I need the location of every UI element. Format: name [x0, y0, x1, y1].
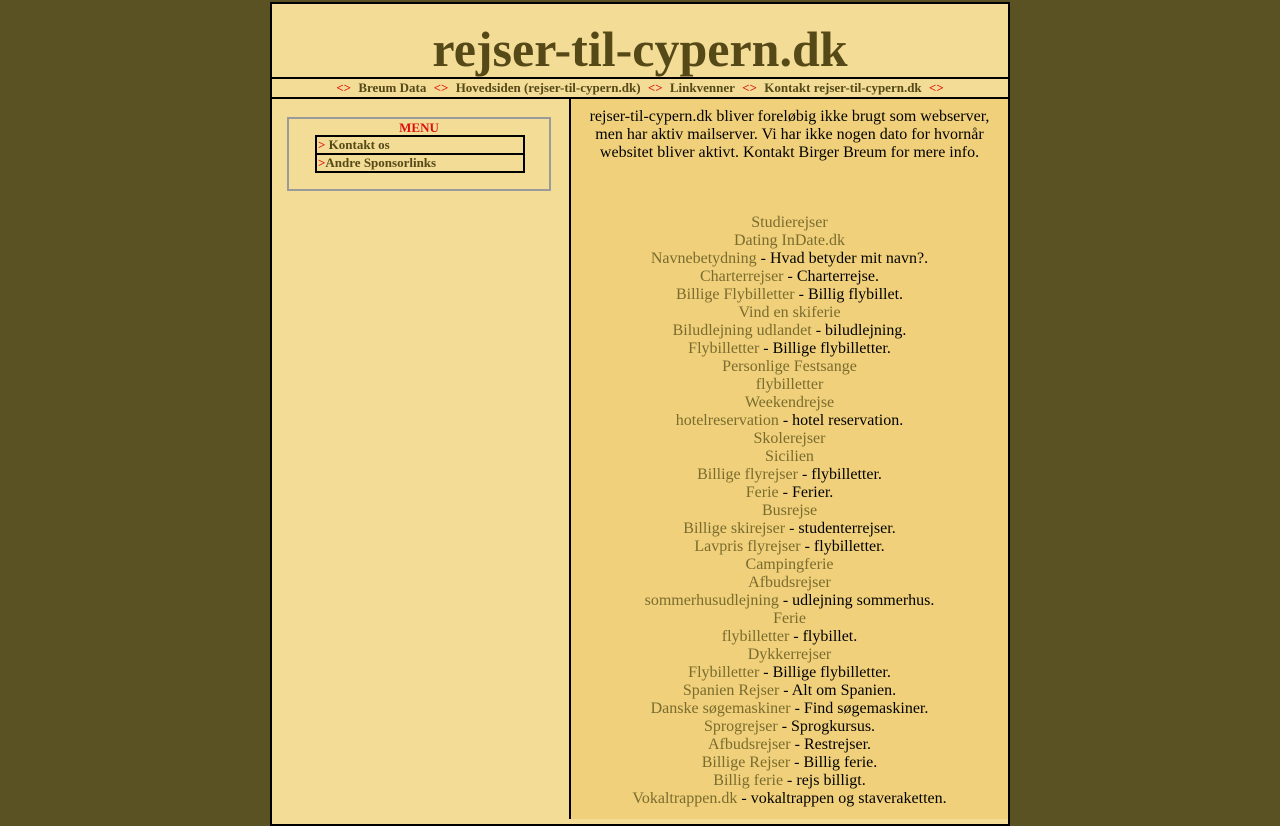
nav-separator: <> [336, 80, 352, 95]
link-row [571, 718, 1008, 736]
link-row [571, 700, 1008, 718]
arrow-icon: > [318, 155, 326, 170]
content-area [272, 99, 1008, 819]
sponsor-links-list [571, 214, 1008, 808]
menu-item-label: Andre Sponsorlinks [325, 155, 437, 170]
link-description: - flybillet. [789, 628, 858, 645]
link-row [571, 772, 1008, 790]
left-sidebar [272, 99, 571, 819]
link-row [571, 358, 1008, 376]
link-row [571, 412, 1008, 430]
sponsor-link[interactable]: Ferie [745, 484, 779, 501]
link-description: - Charterrejse. [783, 268, 880, 285]
link-row [571, 232, 1008, 250]
sponsor-link[interactable]: Afbudsrejser [707, 736, 791, 753]
sponsor-link[interactable]: Skolerejser [753, 430, 826, 447]
link-row [571, 484, 1008, 502]
link-row [571, 682, 1008, 700]
link-description: - Restrejser. [790, 736, 872, 753]
link-row [571, 502, 1008, 520]
nav-link-hovedsiden[interactable]: Hovedsiden (rejser-til-cypern.dk) [455, 80, 641, 95]
link-row [571, 286, 1008, 304]
link-description: - udlejning sommerhus. [778, 592, 935, 609]
sponsor-link[interactable]: Dating InDate.dk [733, 232, 846, 249]
link-description: - Sprogkursus. [777, 718, 876, 735]
nav-link-kontakt[interactable]: Kontakt rejser-til-cypern.dk [764, 80, 922, 95]
sponsor-link[interactable]: Afbudsrejser [748, 574, 831, 591]
sponsor-link[interactable]: Billige Rejser [701, 754, 791, 771]
link-description: - biludlejning. [811, 322, 907, 339]
link-description: - Alt om Spanien. [779, 682, 897, 699]
sponsor-link[interactable]: Studierejser [751, 214, 828, 231]
link-row [571, 736, 1008, 754]
link-description: - Billig flybillet. [794, 286, 904, 303]
link-description: - Ferier. [778, 484, 834, 501]
page-frame [270, 2, 1010, 826]
link-row [571, 790, 1008, 808]
link-row [571, 430, 1008, 448]
link-description: - Billige flybilletter. [759, 340, 891, 357]
sponsor-link[interactable]: hotelreservation [675, 412, 779, 429]
sponsor-link[interactable]: flybilletter [755, 376, 824, 393]
link-row [571, 214, 1008, 232]
link-description: - Find søgemaskiner. [790, 700, 929, 717]
link-description: - rejs billigt. [783, 772, 866, 789]
site-title: rejser-til-cypern.dk [432, 21, 848, 77]
sponsor-link[interactable]: Flybilletter [688, 340, 760, 357]
nav-link-breum-data[interactable]: Breum Data [358, 80, 427, 95]
link-row [571, 466, 1008, 484]
menu-item-andre-sponsorlinks[interactable] [317, 153, 523, 171]
sponsor-link[interactable]: Billige skirejser [683, 520, 786, 537]
menu-title: MENU [399, 120, 439, 135]
nav-separator: <> [742, 80, 757, 95]
sponsor-link[interactable]: Billige flyrejser [697, 466, 798, 483]
sponsor-link[interactable]: sommerhusudlejning [644, 592, 779, 609]
link-row [571, 394, 1008, 412]
sponsor-link[interactable]: Personlige Festsange [722, 358, 857, 375]
sponsor-link[interactable]: Sprogrejser [703, 718, 778, 735]
sponsor-link[interactable]: Busrejse [761, 502, 818, 519]
menu-box [287, 117, 551, 191]
link-description: - Billig ferie. [790, 754, 878, 771]
link-row [571, 250, 1008, 268]
menu-item-label: Kontakt os [325, 137, 390, 152]
nav-link-linkvenner[interactable]: Linkvenner [669, 80, 735, 95]
link-description: - studenterrejser. [785, 520, 896, 537]
link-description: - flybilletter. [797, 466, 882, 483]
link-row [571, 628, 1008, 646]
sponsor-link[interactable]: Billige Flybilletter [675, 286, 795, 303]
sponsor-link[interactable]: flybilletter [721, 628, 790, 645]
sponsor-link[interactable]: Vokaltrappen.dk [632, 790, 738, 807]
link-row [571, 754, 1008, 772]
sponsor-link[interactable]: Flybilletter [688, 664, 760, 681]
sponsor-link[interactable]: Lavpris flyrejser [694, 538, 801, 555]
nav-separator: <> [647, 80, 663, 95]
arrow-icon: > [318, 137, 326, 152]
sponsor-link[interactable]: Navnebetydning [650, 250, 757, 267]
link-row [571, 664, 1008, 682]
link-row [571, 610, 1008, 628]
link-row [571, 520, 1008, 538]
sponsor-link[interactable]: Charterrejser [699, 268, 784, 285]
link-row [571, 574, 1008, 592]
link-description: - hotel reservation. [778, 412, 904, 429]
link-row [571, 304, 1008, 322]
link-row [571, 376, 1008, 394]
link-row [571, 646, 1008, 664]
link-row [571, 268, 1008, 286]
link-description: - Hvad betyder mit navn?. [756, 250, 929, 267]
nav-separator: <> [433, 80, 449, 95]
main-content [571, 99, 1008, 819]
link-description: - Billige flybilletter. [759, 664, 891, 681]
menu-item-kontakt-os[interactable] [317, 137, 523, 153]
sponsor-link[interactable]: Danske søgemaskiner [650, 700, 791, 717]
sponsor-link[interactable]: Biludlejning udlandet [672, 322, 812, 339]
sponsor-link[interactable]: Sicilien [765, 448, 814, 465]
link-description: - flybilletter. [800, 538, 885, 555]
link-row [571, 322, 1008, 340]
link-description: - vokaltrappen og staveraketten. [737, 790, 947, 807]
link-row [571, 538, 1008, 556]
site-header [272, 4, 1008, 79]
sponsor-link[interactable]: Billig ferie [713, 772, 784, 789]
menu-list [315, 135, 525, 173]
link-row [571, 556, 1008, 574]
sponsor-link[interactable]: Dykkerrejser [747, 646, 832, 663]
sponsor-link[interactable]: Spanien Rejser [682, 682, 780, 699]
link-row [571, 340, 1008, 358]
link-row [571, 448, 1008, 466]
intro-text: rejser-til-cypern.dk bliver foreløbig ikke brugt som webserver, men har aktiv mailserver. Vi har ikke nogen dato for hvornår websitet bliver aktivt. Kontakt Birger Breum for mere info. [589, 108, 990, 161]
top-navigation [272, 79, 1008, 99]
nav-separator: <> [928, 80, 944, 95]
sponsor-link[interactable]: Campingferie [745, 556, 834, 573]
sponsor-link[interactable]: Vind en skiferie [738, 304, 841, 321]
sponsor-link[interactable]: Weekendrejse [744, 394, 835, 411]
sponsor-link[interactable]: Ferie [773, 610, 806, 627]
link-row [571, 592, 1008, 610]
